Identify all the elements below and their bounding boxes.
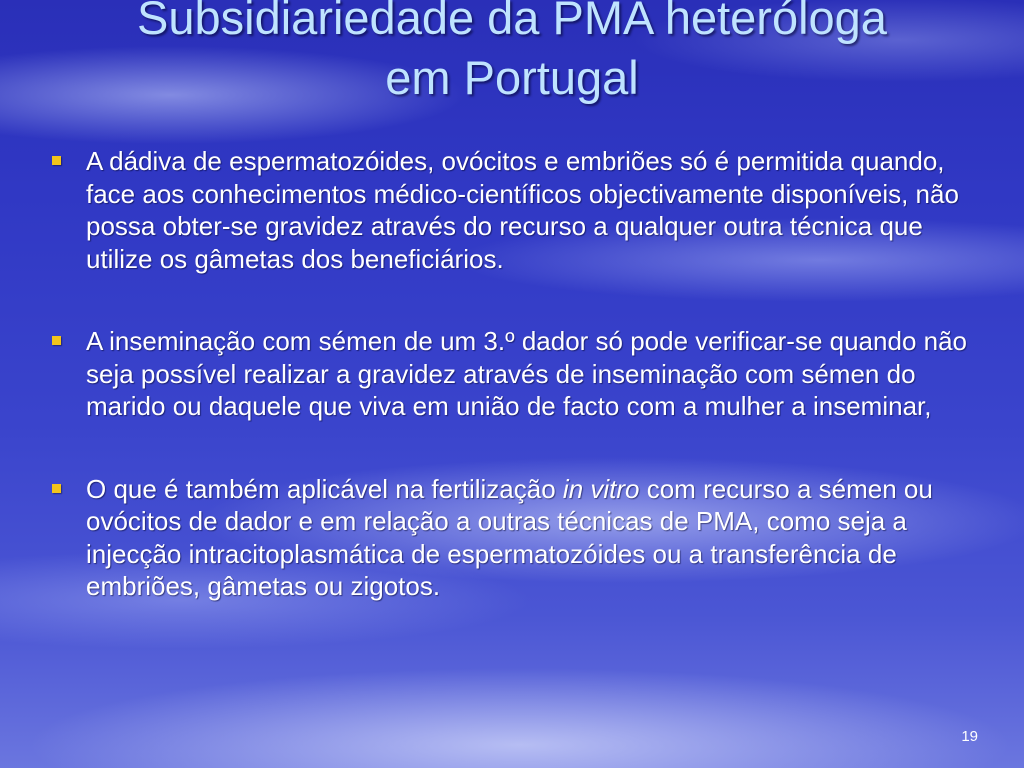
bullet-text-3-italic: in vitro: [562, 473, 640, 504]
slide-title-line-2: em Portugal: [385, 51, 639, 104]
square-bullet-icon: [52, 484, 61, 493]
square-bullet-icon: [52, 336, 61, 345]
square-bullet-icon: [52, 156, 61, 165]
bullet-list: [48, 145, 978, 603]
page-number: 19: [961, 728, 978, 745]
slide-title-line-1: Subsidiariedade da PMA heteróloga: [137, 0, 887, 44]
bullet-text-3-before: O que é também aplicável na fertilização: [86, 473, 563, 504]
bullet-item-2: [48, 325, 978, 423]
bullet-item-1: [48, 145, 978, 275]
bullet-text-1: A dádiva de espermatozóides, ovócitos e embriões só é permitida quando, face aos conhecimentos médico-científicos objectivamente disponíveis, não possa obter-se gravidez através do recurso a qualquer outra técnica que utilize os gâmetas dos beneficiários.: [86, 146, 959, 274]
slide-title: [0, 0, 1024, 108]
bullet-text-3-after: com recurso a sémen ou ovócitos de dador e em relação a outras técnicas de PMA, como seja a injecção intracitoplasmática de espermatozóides ou a transferência de embriões, gâmetas ou zigotos.: [86, 473, 933, 601]
bullet-item-3: [48, 473, 978, 603]
bullet-text-2: A inseminação com sémen de um 3.º dador só pode verificar-se quando não seja possível realizar a gravidez através de inseminação com sémen do marido ou daquele que viva em união de facto com a mulher a inseminar,: [86, 326, 968, 421]
